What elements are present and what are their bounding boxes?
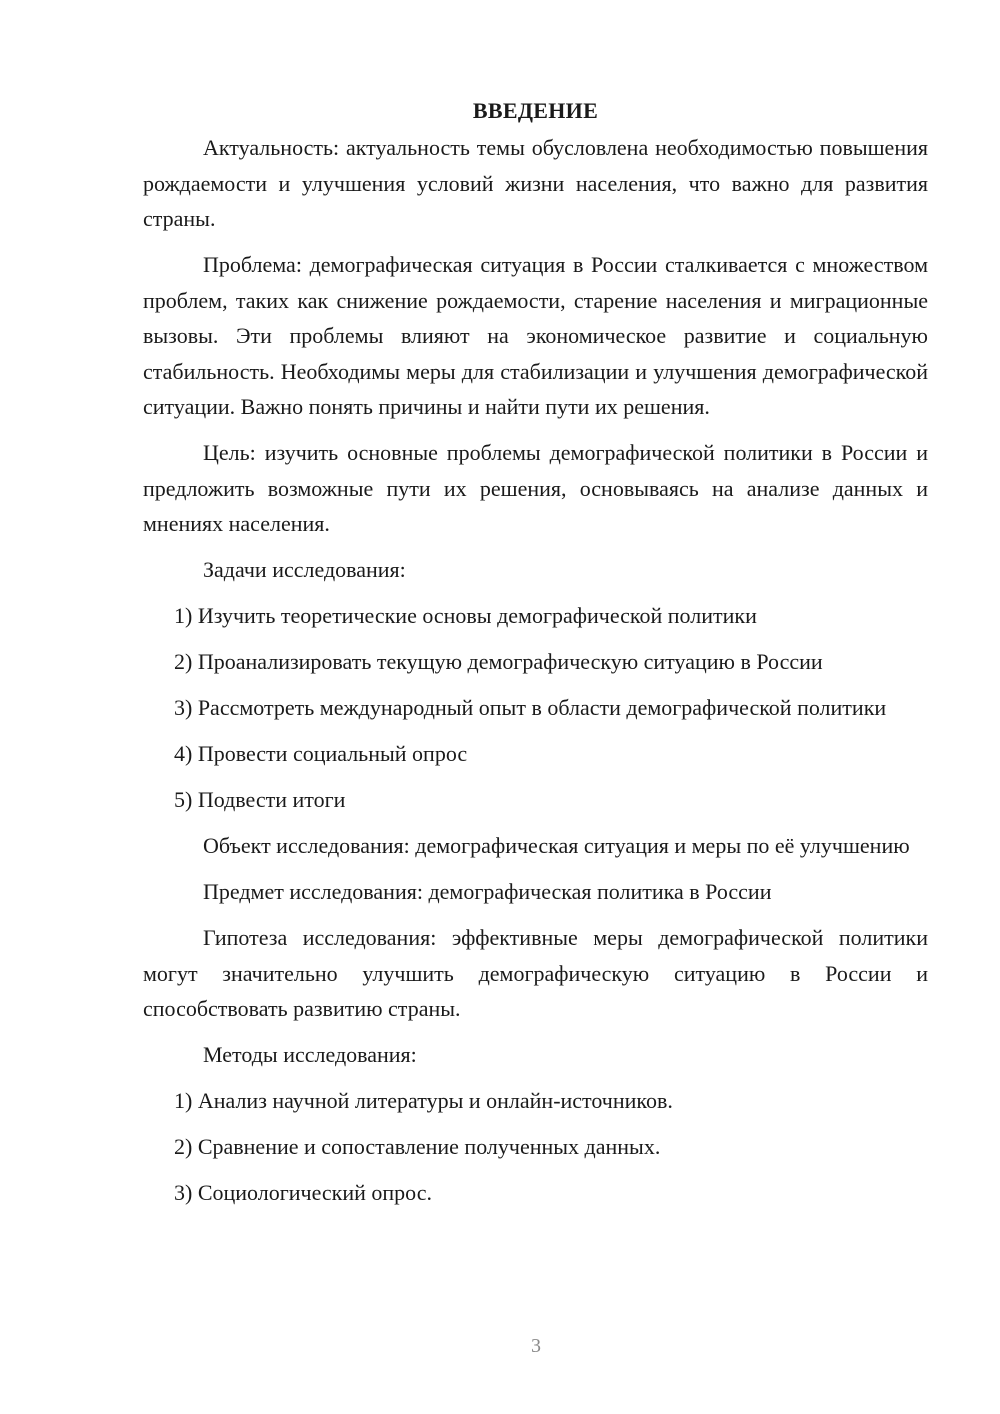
object-paragraph: Объект исследования: демографическая ситуация и меры по её улучшению (203, 833, 910, 858)
relevance-paragraph: Актуальность: актуальность темы обусловлена необходимостью повышения рождаемости и улучшения условий жизни населения, что важно для развития страны. (143, 135, 928, 231)
hypothesis-paragraph: Гипотеза исследования: эффективные меры демографической политики могут значительно улучшить демографическую ситуацию в России и способствовать развитию страны. (143, 925, 928, 1021)
subject-paragraph: Предмет исследования: демографическая политика в России (203, 879, 772, 904)
task-item: 2) Проанализировать текущую демографическую ситуацию в России (174, 649, 823, 674)
problem-paragraph: Проблема: демографическая ситуация в России сталкивается с множеством проблем, таких как снижение рождаемости, старение населения и миграционные вызовы. Эти проблемы влияют на экономическое развитие и социальную стабильность. Необходимы меры для стабилизации и улучшения демографической ситуации. Важно понять причины и найти пути их решения. (143, 252, 928, 419)
page-number: 3 (531, 1335, 541, 1357)
method-item: 3) Социологический опрос. (174, 1180, 432, 1205)
methods-heading: Методы исследования: (203, 1042, 417, 1067)
document-page (143, 96, 928, 1221)
tasks-heading: Задачи исследования: (203, 557, 406, 582)
method-item: 1) Анализ научной литературы и онлайн-источников. (174, 1088, 673, 1113)
section-title: ВВЕДЕНИЕ (472, 98, 599, 123)
task-item: 4) Провести социальный опрос (174, 741, 468, 766)
goal-paragraph: Цель: изучить основные проблемы демографической политики в России и предложить возможные пути их решения, основываясь на анализе данных и мнениях населения. (143, 440, 928, 536)
method-item: 2) Сравнение и сопоставление полученных данных. (174, 1134, 661, 1159)
task-item: 5) Подвести итоги (174, 787, 346, 812)
task-item: 1) Изучить теоретические основы демографической политики (174, 603, 757, 628)
task-item: 3) Рассмотреть международный опыт в области демографической политики (174, 695, 887, 720)
